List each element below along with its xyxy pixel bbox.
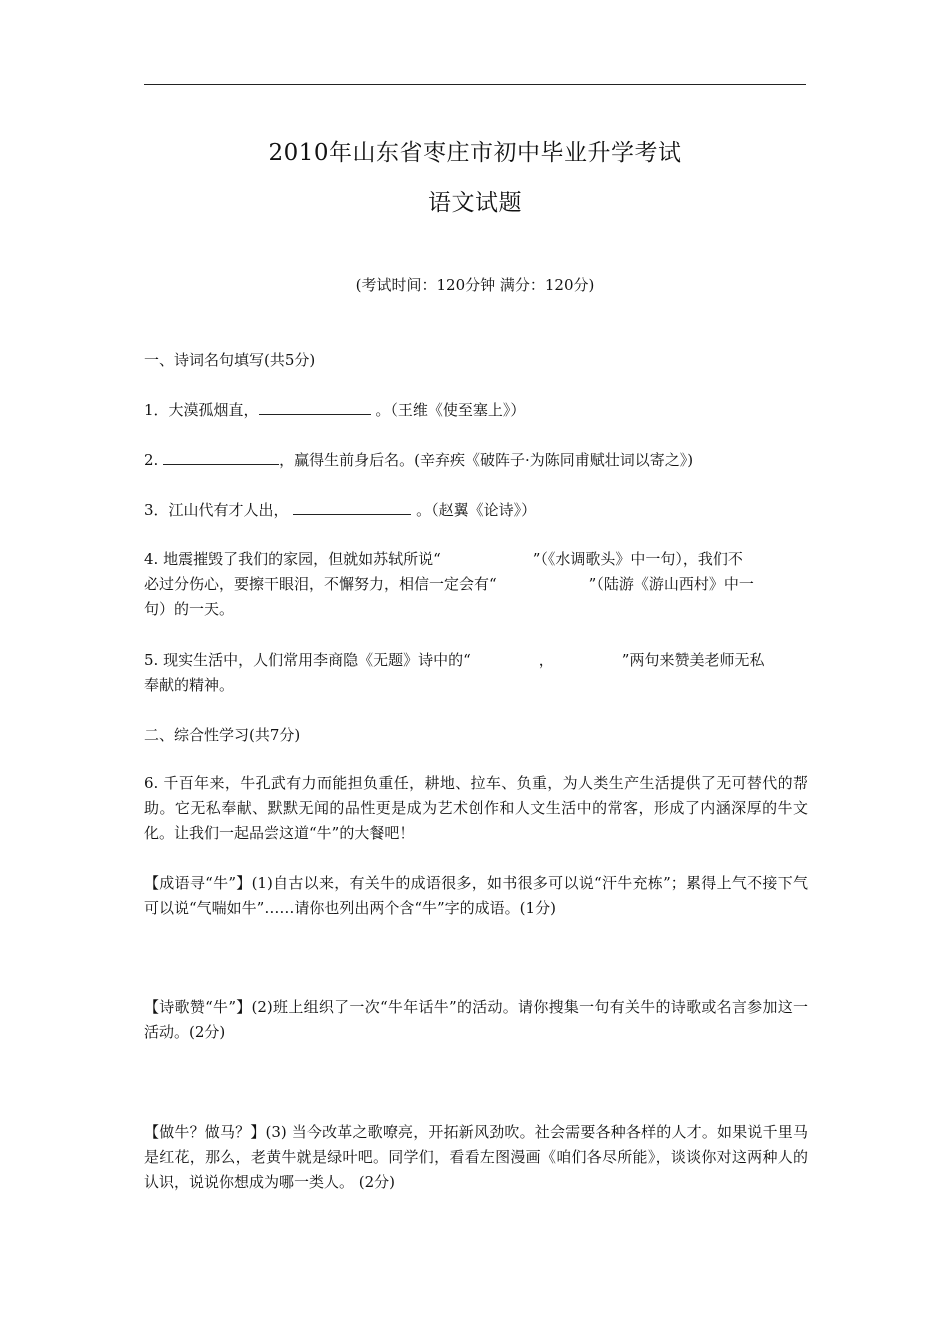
q3-answer-blank bbox=[293, 499, 411, 515]
q5-line1-c: ”两句来赞美老师无私 bbox=[621, 651, 765, 669]
q5-line1-b: ， bbox=[538, 651, 554, 669]
q2-suffix: ，赢得生前身后名。(辛弃疾《破阵子·为陈同甫赋壮词以寄之》) bbox=[279, 451, 694, 469]
header-rule bbox=[144, 84, 806, 85]
section1-heading: 一、诗词名句填写(共5分) bbox=[144, 351, 316, 369]
question-5 bbox=[144, 648, 808, 698]
question-4 bbox=[144, 547, 808, 622]
q1-answer-blank bbox=[259, 399, 371, 415]
question-6-part2: 【诗歌赞“牛”】(2)班上组织了一次“牛年话牛”的活动。请你搜集一句有关牛的诗歌或名言参加这一活动。(2分) bbox=[144, 998, 808, 1041]
q1-suffix: 。（王维《使至塞上》） bbox=[375, 401, 526, 419]
exam-info: (考试时间：120分钟 满分：120分) bbox=[355, 276, 595, 294]
question-3 bbox=[144, 498, 808, 523]
q4-line1-b: ”（《水调歌头》中一句），我们不 bbox=[532, 550, 743, 568]
q3-suffix: 。（赵翼《论诗》） bbox=[416, 501, 537, 519]
q5-line2: 奉献的精神。 bbox=[144, 676, 235, 694]
q4-line3: 句）的一天。 bbox=[144, 600, 235, 618]
q5-line1-a: 5. 现实生活中，人们常用李商隐《无题》诗中的“ bbox=[144, 651, 471, 669]
q3-prefix: 3．江山代有才人出， bbox=[144, 501, 289, 519]
q4-line2-a: 必过分伤心，要擦干眼泪，不懈努力，相信一定会有“ bbox=[144, 575, 497, 593]
question-6-part3: 【做牛？做马？】(3) 当今改革之歌嘹亮，开拓新风劲吹。社会需要各种各样的人才。如果说千里马是红花，那么，老黄牛就是绿叶吧。同学们，看看左图漫画《咱们各尽所能》，谈谈你对这两种人的认识，说说你想成为哪一类人。 (2分) bbox=[144, 1123, 808, 1191]
question-6-intro: 6. 千百年来，牛孔武有力而能担负重任，耕地、拉车、负重，为人类生产生活提供了无可替代的帮助。它无私奉献、默默无闻的品性更是成为艺术创作和人文生活中的常客，形成了内涵深厚的牛文化。让我们一起品尝这道“牛”的大餐吧！ bbox=[144, 774, 808, 842]
section2-heading: 二、综合性学习(共7分) bbox=[144, 726, 301, 744]
q4-line2-b: ”（陆游《游山西村》中一 bbox=[588, 575, 754, 593]
exam-title: 2010年山东省枣庄市初中毕业升学考试 bbox=[268, 140, 682, 166]
question-2 bbox=[144, 448, 808, 473]
question-1 bbox=[144, 398, 808, 423]
q2-answer-blank bbox=[163, 449, 279, 465]
exam-subtitle: 语文试题 bbox=[428, 190, 522, 216]
q2-prefix: 2. bbox=[144, 451, 159, 469]
q4-line1-a: 4. 地震摧毁了我们的家园，但就如苏轼所说“ bbox=[144, 550, 441, 568]
question-6-part1: 【成语寻“牛”】(1)自古以来，有关牛的成语很多，如书很多可以说“汗牛充栋”；累得上气不接下气可以说“气喘如牛”……请你也列出两个含“牛”字的成语。(1分) bbox=[144, 874, 808, 917]
q1-prefix: 1．大漠孤烟直， bbox=[144, 401, 259, 419]
